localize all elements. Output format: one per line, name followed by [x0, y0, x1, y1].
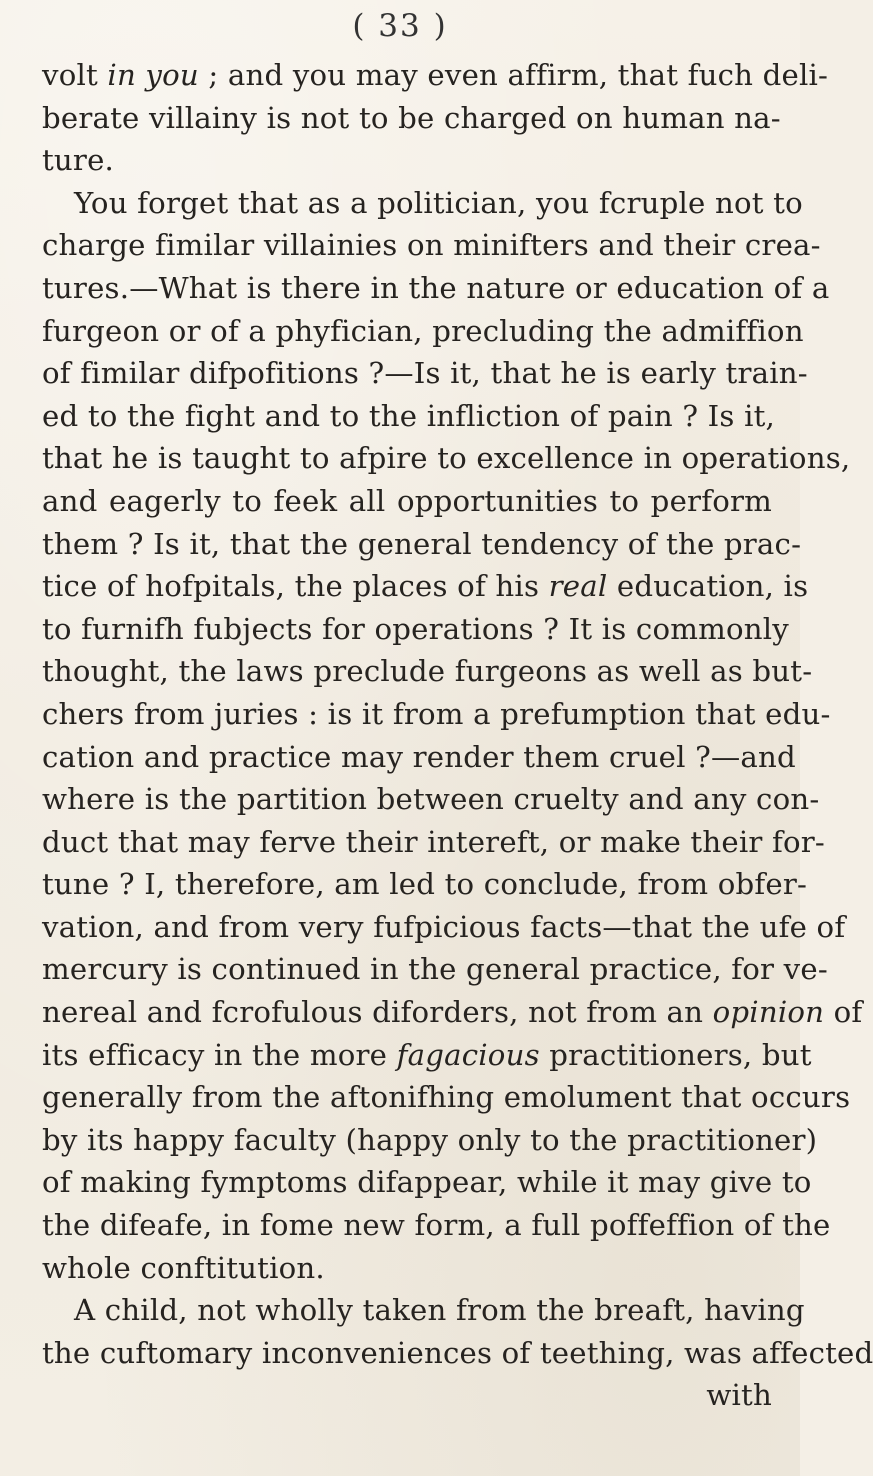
- text-line: of making fymptoms difappear, while it may give to: [42, 1165, 812, 1200]
- text-line: A child, not wholly taken from the breaft, having: [74, 1293, 805, 1328]
- body-text: [42, 54, 873, 1417]
- text-line: generally from the aftonifhing emolument that occurs: [42, 1080, 851, 1115]
- text-line: of fimilar difpofitions ?—Is it, that he is early train-: [42, 356, 808, 391]
- text-line: them ? Is it, that the general tendency of the prac-: [42, 526, 802, 561]
- page-number: [0, 8, 800, 44]
- text-line: tures.—What is there in the nature or education of a: [42, 270, 830, 305]
- text-line: chers from juries : is it from a prefumption that edu-: [42, 696, 831, 731]
- text-line: charge fimilar villainies on minifters and their crea-: [42, 228, 821, 263]
- text-line: the difeafe, in fome new form, a full poffeffion of the: [42, 1208, 831, 1243]
- text-line: You forget that as a politician, you fcruple not to: [74, 185, 803, 220]
- text-line: that he is taught to afpire to excellence in operations,: [42, 441, 851, 476]
- text-line: volt in you ; and you may even affirm, that fuch deli-: [42, 58, 829, 92]
- catchword: with: [706, 1378, 772, 1413]
- text-line: tune ? I, therefore, am led to conclude, from obfer-: [42, 867, 808, 902]
- text-line: its efficacy in the more fagacious practitioners, but: [42, 1037, 812, 1072]
- text-line: ture.: [42, 143, 115, 178]
- text-line: furgeon or of a phyfician, precluding the admiffion: [42, 313, 804, 348]
- text-line: vation, and from very fufpicious facts—that the ufe of: [42, 909, 846, 944]
- text-line: to furnifh fubjects for operations ? It is commonly: [42, 611, 789, 646]
- text-line: where is the partition between cruelty and any con-: [42, 782, 820, 817]
- text-line: whole conftitution.: [42, 1250, 325, 1285]
- text-line: duct that may ferve their intereft, or make their for-: [42, 824, 825, 859]
- text-line: by its happy faculty (happy only to the practitioner): [42, 1122, 818, 1157]
- text-line: mercury is continued in the general practice, for ve-: [42, 952, 828, 987]
- text-line: the cuftomary inconveniences of teething, was affected: [42, 1335, 873, 1370]
- text-line: nereal and fcrofulous diforders, not from an opinion of: [42, 995, 863, 1030]
- text-line: cation and practice may render them cruel ?—and: [42, 739, 796, 774]
- page-number-text: ( 33 ): [352, 8, 448, 44]
- text-line: ed to the fight and to the infliction of pain ? Is it,: [42, 398, 776, 433]
- text-line: thought, the laws preclude furgeons as well as but-: [42, 654, 813, 689]
- text-line: and eagerly to feek all opportunities to perform: [42, 483, 772, 518]
- text-line: berate villainy is not to be charged on human na-: [42, 100, 781, 135]
- text-line: tice of hofpitals, the places of his real education, is: [42, 569, 809, 604]
